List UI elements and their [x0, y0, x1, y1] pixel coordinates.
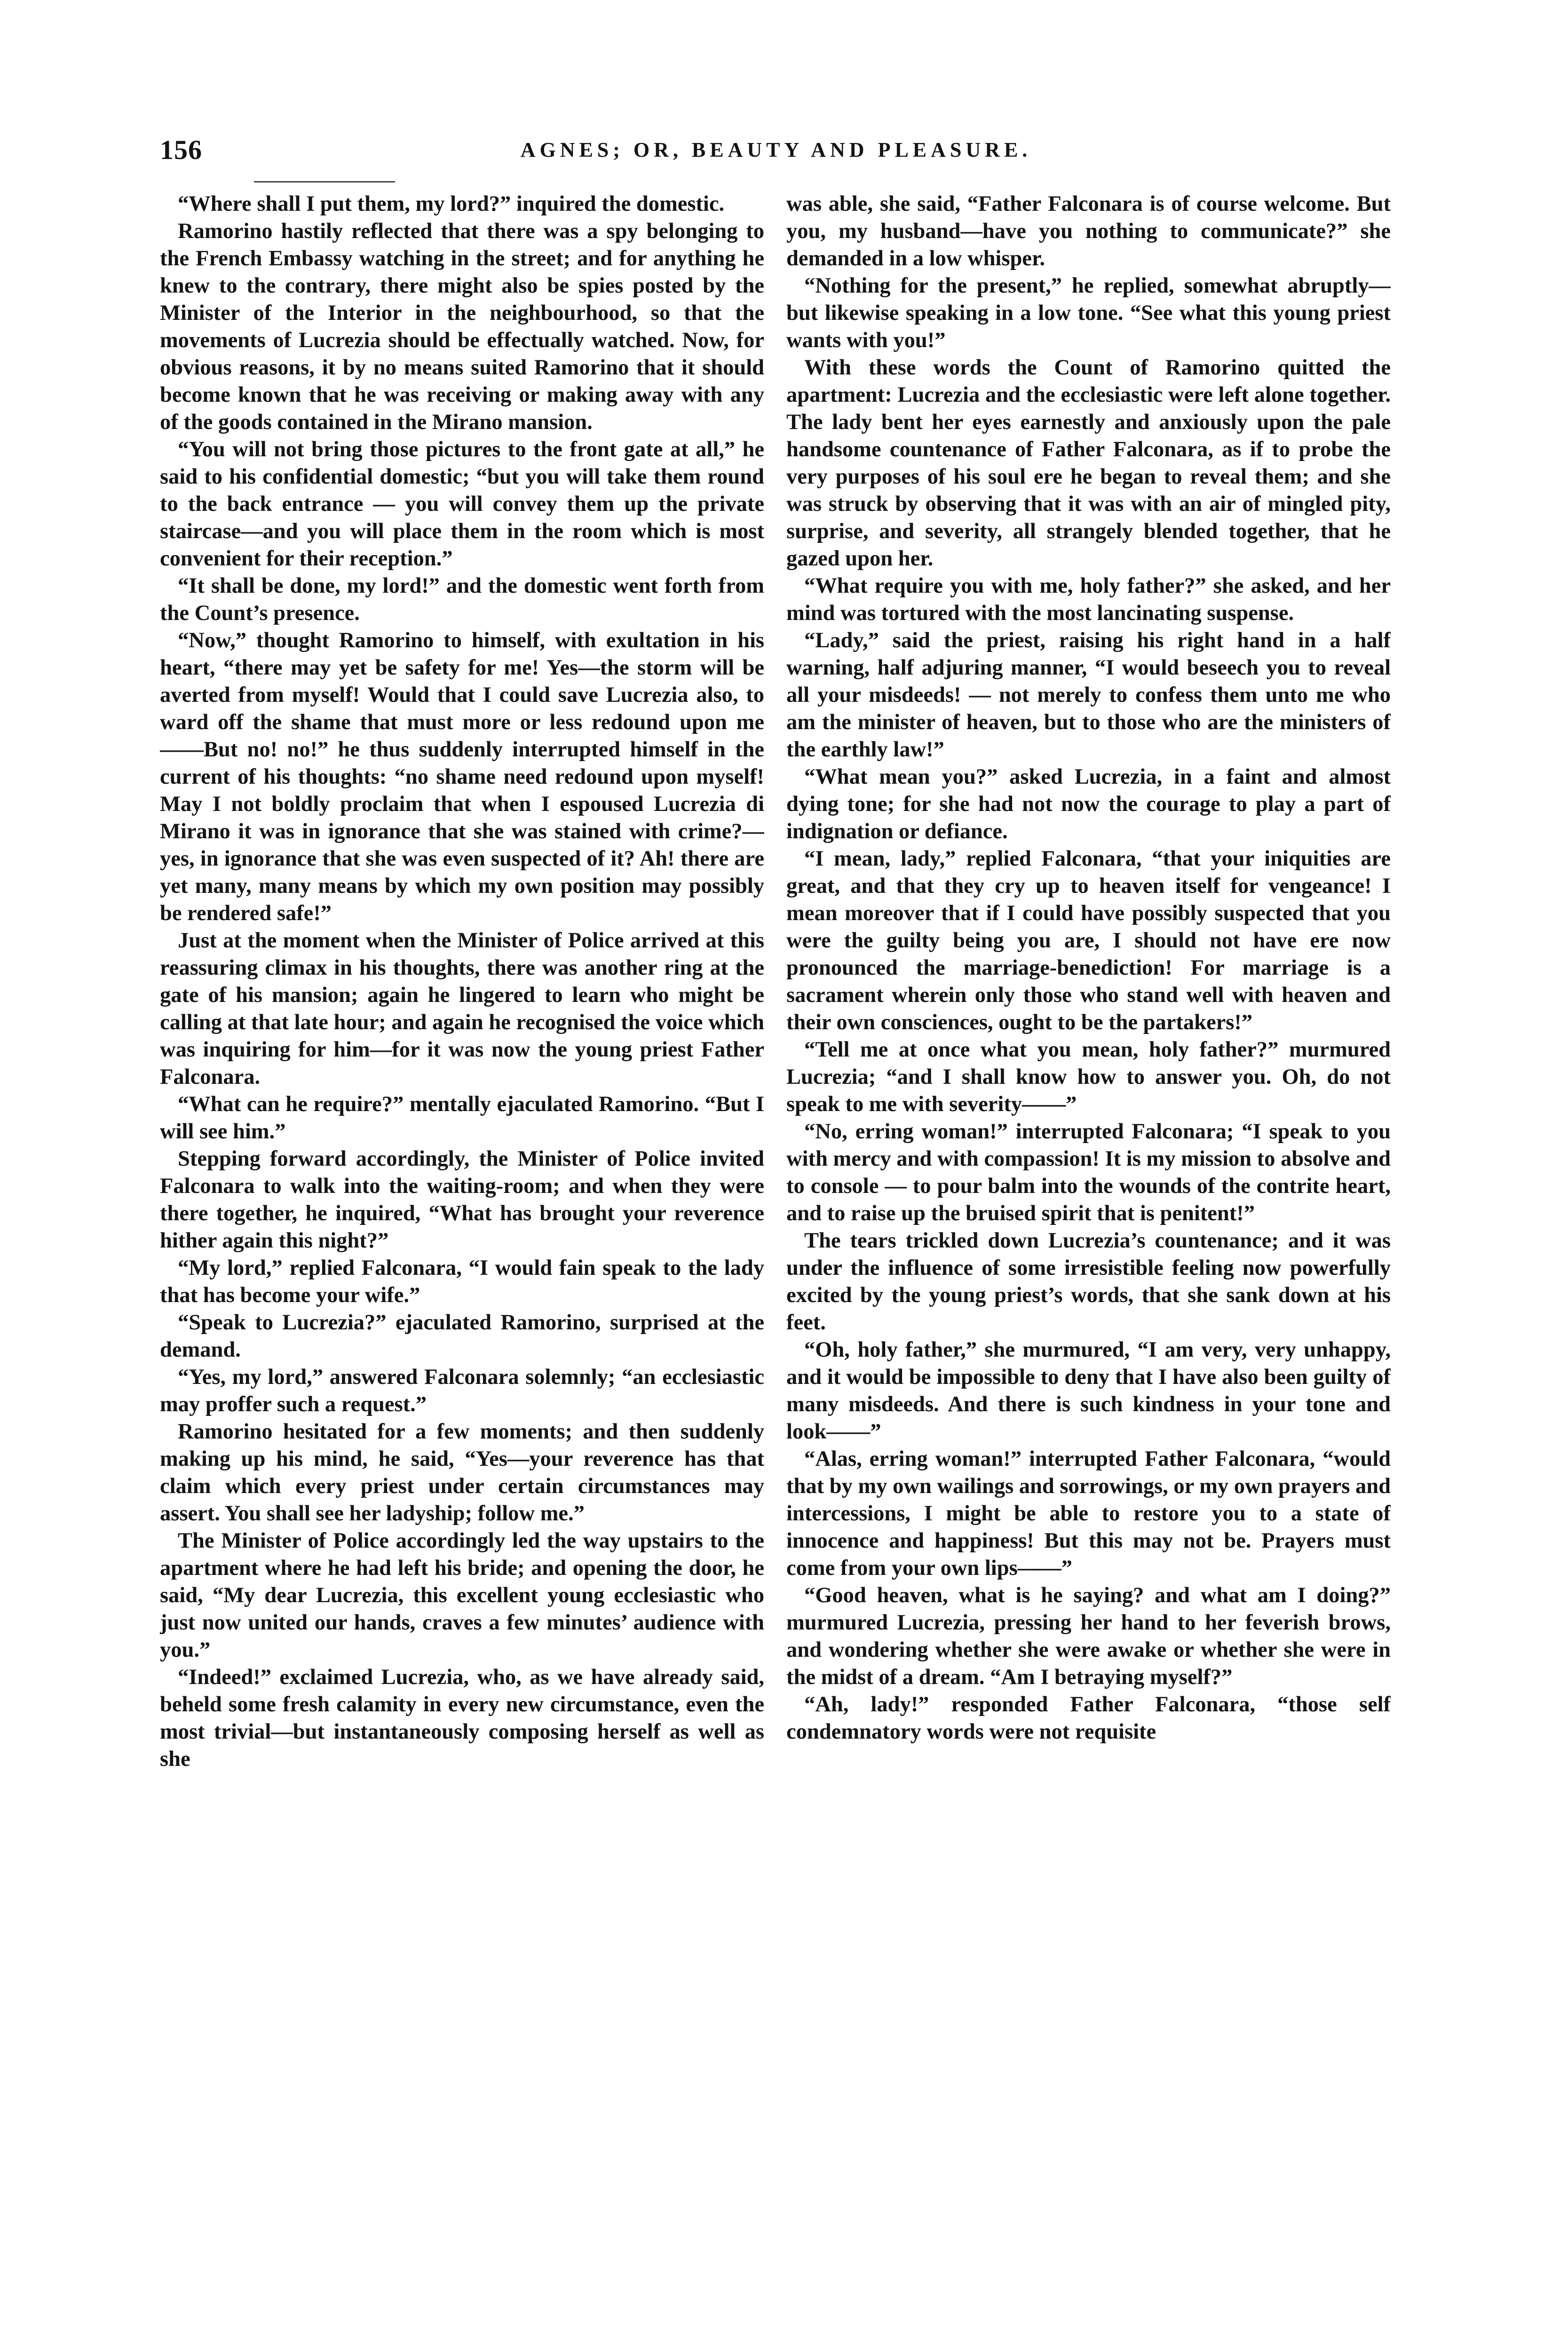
header-rule [254, 181, 395, 183]
paragraph: “My lord,” replied Falconara, “I would fain speak to the lady that has become your wife.” [160, 1256, 764, 1307]
paragraph: “What require you with me, holy father?” she asked, and her mind was tortured with the most lancinating suspense. [786, 574, 1391, 625]
left-text-column [160, 191, 764, 2326]
page-number: 156 [160, 135, 202, 165]
paragraph: “Now,” thought Ramorino to himself, with exultation in his heart, “there may yet be safety for me! Yes—the storm will be averted from myself! Would that I could save Lucrezia also, to ward off the shame that must more or less redound upon me——But no! no!” he thus suddenly interrupted himself in the current of his thoughts: “no shame need redound upon myself! May I not boldly proclaim that when I espoused Lucrezia di Mirano it was in ignorance that she was stained with crime?—yes, in ignorance that she was even suspected of it? Ah! there are yet many, many means by which my own position may possibly be rendered safe!” [160, 628, 764, 925]
paragraph: With these words the Count of Ramorino quitted the apartment: Lucrezia and the ecclesiastic were left alone together. The lady bent her eyes earnestly and anxiously upon the pale handsome countenance of Father Falconara, as if to probe the very purposes of his soul ere he began to reveal them; and she was struck by observing that it was with an air of mingled pity, surprise, and severity, all strangely blended together, that he gazed upon her. [786, 356, 1391, 571]
paragraph: Stepping forward accordingly, the Minister of Police invited Falconara to walk into the waiting-room; and when they were there together, he inquired, “What has brought your reverence hither again this night?” [160, 1147, 764, 1253]
paragraph: “Alas, erring woman!” interrupted Father Falconara, “would that by my own wailings and sorrowings, or my own prayers and intercessions, I might be able to restore you to a state of innocence and happiness! But this may not be. Prayers must come from your own lips——” [786, 1447, 1391, 1580]
paragraph: “Nothing for the present,” he replied, somewhat abruptly—but likewise speaking in a low tone. “See what this young priest wants with you!” [786, 274, 1391, 352]
paragraph: “Ah, lady!” responded Father Falconara, “those self condemnatory words were not requisite [786, 1692, 1391, 1744]
paragraph: “I mean, lady,” replied Falconara, “that your iniquities are great, and that they cry up to heaven itself for vengeance! I mean moreover that if I could have possibly suspected that you were the guilty being you are, I should not have ere now pronounced the marriage-benediction! For marriage is a sacrament wherein only those who stand well with heaven and their own consciences, ought to be the partakers!” [786, 847, 1391, 1034]
paragraph: “No, erring woman!” interrupted Falconara; “I speak to you with mercy and with compassion! It is my mission to absolve and to console — to pour balm into the wounds of the contrite heart, and to raise up the bruised spirit that is penitent!” [786, 1120, 1391, 1225]
paragraph: “Oh, holy father,” she murmured, “I am very, very unhappy, and it would be impossible to deny that I have also been guilty of many misdeeds. And there is such kindness in your tone and look——” [786, 1338, 1391, 1444]
right-text-column [786, 191, 1391, 2326]
page-header [160, 134, 1392, 172]
paragraph: Ramorino hesitated for a few moments; and then suddenly making up his mind, he said, “Yes—your reverence has that claim which every priest under certain circumstances may assert. You shall see her ladyship; follow me.” [160, 1420, 764, 1526]
paragraph: “What mean you?” asked Lucrezia, in a faint and almost dying tone; for she had not now the courage to play a part of indignation or defiance. [786, 765, 1391, 843]
paragraph: “Good heaven, what is he saying? and what am I doing?” murmured Lucrezia, pressing her hand to her feverish brows, and wondering whether she were awake or whether she were in the midst of a dream. “Am I betraying myself?” [786, 1583, 1391, 1689]
running-title: AGNES; OR, BEAUTY AND PLEASURE. [520, 138, 1032, 161]
paragraph: Ramorino hastily reflected that there was a spy belonging to the French Embassy watching in the street; and for anything he knew to the contrary, there might also be spies posted by the Minister of the Interior in the neighbourhood, so that the movements of Lucrezia should be effectually watched. Now, for obvious reasons, it by no means suited Ramorino that it should become known that he was receiving or making away with any of the goods contained in the Mirano mansion. [160, 219, 764, 434]
paragraph: was able, she said, “Father Falconara is of course welcome. But you, my husband—have you nothing to communicate?” she demanded in a low whisper. [786, 192, 1391, 270]
paragraph: Just at the moment when the Minister of Police arrived at this reassuring climax in his thoughts, there was another ring at the gate of his mansion; again he lingered to learn who might be calling at that late hour; and again he recognised the voice which was inquiring for him—for it was now the young priest Father Falconara. [160, 929, 764, 1089]
paragraph: “Indeed!” exclaimed Lucrezia, who, as we have already said, beheld some fresh calamity in every new circumstance, even the most trivial—but instantaneously composing herself as well as she [160, 1665, 764, 1771]
paragraph: “You will not bring those pictures to the front gate at all,” he said to his confidential domestic; “but you will take them round to the back entrance — you will convey them up the private staircase—and you will place them in the room which is most convenient for their reception.” [160, 437, 764, 571]
paragraph: “Where shall I put them, my lord?” inquired the domestic. [178, 192, 725, 216]
paragraph: “It shall be done, my lord!” and the domestic went forth from the Count’s presence. [160, 574, 764, 625]
paragraph: “Speak to Lucrezia?” ejaculated Ramorino, surprised at the demand. [160, 1311, 764, 1362]
paragraph: “Tell me at once what you mean, holy father?” murmured Lucrezia; “and I shall know how to answer you. Oh, do not speak to me with severity——” [786, 1038, 1391, 1116]
paragraph: “Yes, my lord,” answered Falconara solemnly; “an ecclesiastic may proffer such a request.” [160, 1365, 764, 1416]
paragraph: The Minister of Police accordingly led the way upstairs to the apartment where he had left his bride; and opening the door, he said, “My dear Lucrezia, this excellent young ecclesiastic who just now united our hands, craves a few minutes’ audience with you.” [160, 1529, 764, 1662]
paragraph: “What can he require?” mentally ejaculated Ramorino. “But I will see him.” [160, 1092, 764, 1144]
paragraph: “Lady,” said the priest, raising his right hand in a half warning, half adjuring manner, “I would beseech you to reveal all your misdeeds! — not merely to confess them unto me who am the minister of heaven, but to those who are the ministers of the earthly law!” [786, 628, 1391, 762]
paragraph: The tears trickled down Lucrezia’s countenance; and it was under the influence of some irresistible feeling now powerfully excited by the young priest’s words, that she sank down at his feet. [786, 1229, 1391, 1335]
